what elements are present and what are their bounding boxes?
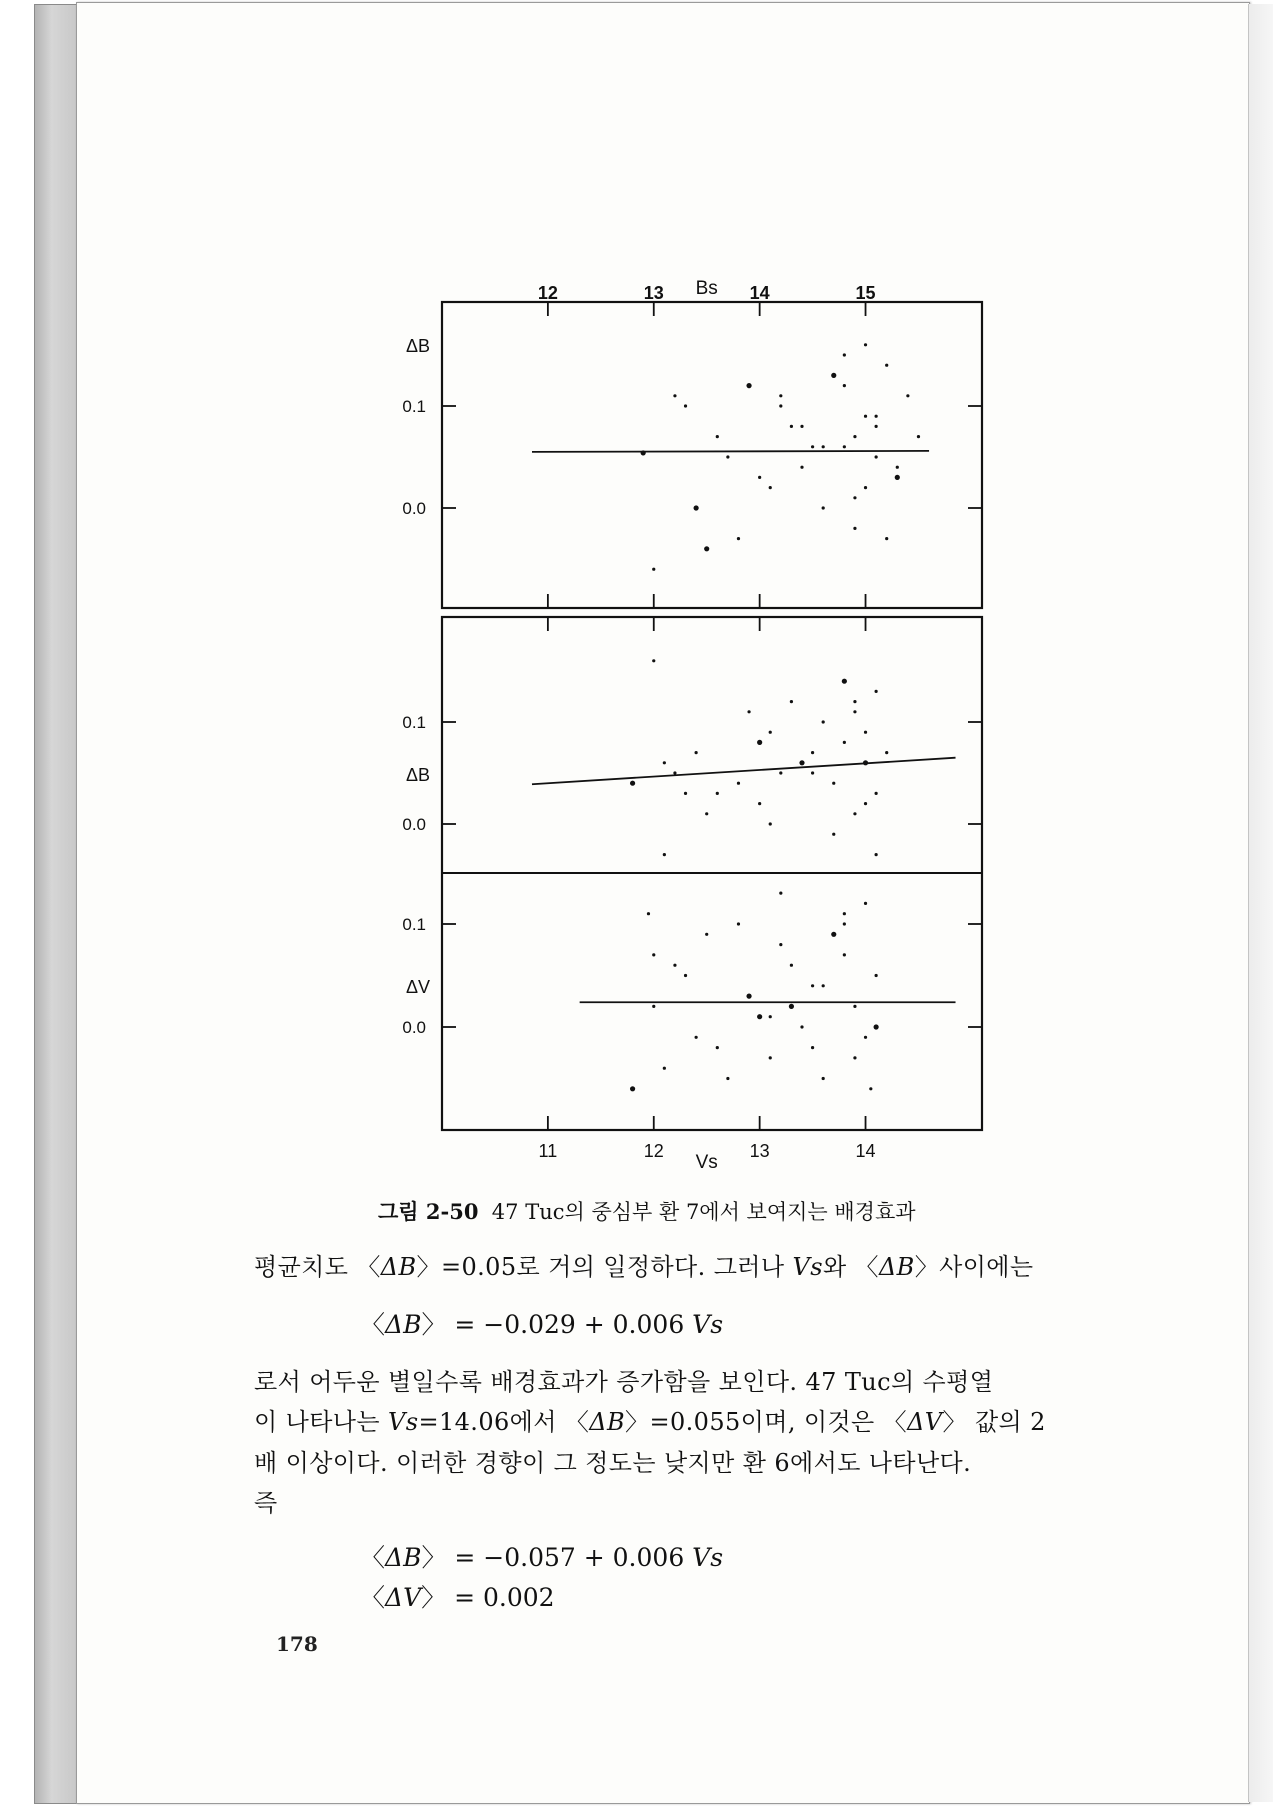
text-run: 〉 = −0.029 + 0.006 <box>421 1310 693 1339</box>
paragraph-line-1 <box>254 1247 1033 1282</box>
equation-2 <box>360 1538 723 1574</box>
data-point <box>779 943 782 946</box>
data-point <box>863 760 868 765</box>
data-point <box>652 568 655 571</box>
text-run: =14.06에서 〈 <box>418 1408 590 1436</box>
data-point <box>799 760 804 765</box>
top-tick-label: 14 <box>749 283 770 303</box>
data-point <box>853 700 856 703</box>
data-point <box>843 912 846 915</box>
data-point <box>811 984 814 987</box>
data-point <box>875 792 878 795</box>
data-point <box>864 486 867 489</box>
data-point <box>853 435 856 438</box>
fit-line <box>532 758 956 785</box>
data-point <box>779 394 782 397</box>
math-delta-v: ΔV <box>385 1583 422 1612</box>
paragraph-line-3 <box>254 1402 1046 1437</box>
data-point <box>843 384 846 387</box>
math-vs: Vs <box>692 1310 724 1339</box>
data-point <box>716 1046 719 1049</box>
data-point <box>737 922 740 925</box>
data-point <box>789 1004 794 1009</box>
data-point <box>853 812 856 815</box>
data-point <box>758 802 761 805</box>
data-point <box>864 802 867 805</box>
data-point <box>875 690 878 693</box>
data-point <box>853 496 856 499</box>
data-point <box>822 720 825 723</box>
data-point <box>769 486 772 489</box>
data-point <box>875 455 878 458</box>
math-delta-b: ΔB <box>589 1408 626 1436</box>
data-point <box>737 782 740 785</box>
data-point <box>705 933 708 936</box>
text-run: 〈 <box>360 1583 386 1612</box>
text-run: 〉사이에는 <box>914 1253 1034 1281</box>
data-point <box>843 953 846 956</box>
data-point <box>746 383 751 388</box>
data-point <box>705 812 708 815</box>
bottom-tick-label: 11 <box>538 1141 558 1161</box>
data-point <box>811 445 814 448</box>
data-point <box>853 1005 856 1008</box>
data-point <box>663 853 666 856</box>
top-axis-label: Bs <box>695 278 718 299</box>
data-point <box>853 527 856 530</box>
data-point <box>885 364 888 367</box>
data-point <box>769 1056 772 1059</box>
data-point <box>663 761 666 764</box>
data-point <box>832 782 835 785</box>
data-point <box>843 445 846 448</box>
data-point <box>695 751 698 754</box>
y-tick-label: 0.0 <box>402 499 426 518</box>
data-point <box>896 466 899 469</box>
data-point <box>716 435 719 438</box>
data-point <box>769 731 772 734</box>
data-point <box>864 415 867 418</box>
data-point <box>822 506 825 509</box>
math-delta-b: ΔB <box>878 1253 915 1281</box>
data-point <box>800 1025 803 1028</box>
data-point <box>746 994 751 999</box>
data-point <box>853 1056 856 1059</box>
data-point <box>885 537 888 540</box>
data-point <box>822 1077 825 1080</box>
data-point <box>800 466 803 469</box>
y-tick-label: 0.1 <box>402 713 426 732</box>
data-point <box>673 771 676 774</box>
data-point <box>864 902 867 905</box>
data-point <box>832 833 835 836</box>
data-point <box>779 404 782 407</box>
bottom-tick-label: 12 <box>643 1141 664 1161</box>
data-point <box>684 792 687 795</box>
math-delta-b: ΔB <box>385 1543 422 1572</box>
data-point <box>864 1036 867 1039</box>
bottom-tick-label: 13 <box>749 1141 770 1161</box>
y-axis-label: ΔB <box>405 765 430 785</box>
data-point <box>695 1036 698 1039</box>
math-vs: Vs <box>692 1543 724 1572</box>
data-point <box>831 932 836 937</box>
data-point <box>842 679 847 684</box>
data-point <box>663 1067 666 1070</box>
math-delta-b: ΔB <box>385 1310 422 1339</box>
data-point <box>822 984 825 987</box>
data-point <box>864 343 867 346</box>
data-point <box>864 731 867 734</box>
data-point <box>726 1077 729 1080</box>
data-point <box>757 740 762 745</box>
data-point <box>673 394 676 397</box>
data-point <box>869 1087 872 1090</box>
text-run: 〉 = −0.057 + 0.006 <box>421 1543 693 1572</box>
data-point <box>875 415 878 418</box>
data-point <box>874 1024 879 1029</box>
equation-1 <box>360 1305 723 1341</box>
fit-line <box>532 451 929 452</box>
data-point <box>726 455 729 458</box>
text-run: 〉 = 0.002 <box>421 1583 555 1612</box>
data-point <box>790 964 793 967</box>
equation-3 <box>360 1578 555 1614</box>
paragraph-line-5: 즉 <box>254 1489 278 1517</box>
text-run: 평균치도 〈 <box>254 1253 381 1281</box>
text-run: 〉=0.055이며, 이것은 〈 <box>625 1408 908 1436</box>
text-run: 이 나타나는 <box>254 1408 388 1436</box>
y-tick-label: 0.1 <box>402 397 426 416</box>
data-point <box>800 425 803 428</box>
data-point <box>641 450 646 455</box>
y-axis-label: ΔV <box>405 977 430 997</box>
math-vs: Vs <box>792 1253 823 1281</box>
text-run: 〈 <box>360 1310 386 1339</box>
data-point <box>652 659 655 662</box>
data-point <box>822 445 825 448</box>
data-point <box>853 710 856 713</box>
page-number: 178 <box>276 1632 318 1656</box>
paragraph-line-2: 로서 어두운 별일수록 배경효과가 증가함을 보인다. 47 Tuc의 수평열 <box>254 1368 994 1396</box>
text-run: 와 〈 <box>822 1253 879 1281</box>
data-point <box>843 741 846 744</box>
data-point <box>684 404 687 407</box>
text-run: 〉=0.05로 거의 일정하다. 그러나 <box>416 1253 793 1281</box>
top-tick-label: 13 <box>643 283 664 303</box>
paragraph-line-4: 배 이상이다. 이러한 경향이 그 정도는 낮지만 환 6에서도 나타난다. <box>254 1449 972 1477</box>
data-point <box>831 373 836 378</box>
data-point <box>779 771 782 774</box>
data-point <box>843 922 846 925</box>
data-point <box>906 394 909 397</box>
caption-text: 47 Tuc의 중심부 환 7에서 보여지는 배경효과 <box>491 1200 916 1224</box>
data-point <box>673 964 676 967</box>
data-point <box>917 435 920 438</box>
text-run: 〈 <box>360 1543 386 1572</box>
figure-caption <box>378 1196 916 1226</box>
data-point <box>895 475 900 480</box>
data-point <box>630 1086 635 1091</box>
data-point <box>875 425 878 428</box>
bottom-tick-label: 14 <box>855 1141 876 1161</box>
data-point <box>704 546 709 551</box>
y-tick-label: 0.1 <box>402 915 426 934</box>
text-run: 〉 값의 2 <box>942 1408 1046 1436</box>
bottom-axis-label: Vs <box>695 1152 718 1173</box>
data-point <box>647 912 650 915</box>
data-point <box>875 853 878 856</box>
top-tick-label: 12 <box>537 283 558 303</box>
data-point <box>758 476 761 479</box>
y-axis-label: ΔB <box>405 336 430 356</box>
data-point <box>885 751 888 754</box>
data-point <box>684 974 687 977</box>
data-point <box>790 700 793 703</box>
top-tick-label: 15 <box>855 283 876 303</box>
math-vs: Vs <box>387 1408 419 1436</box>
math-delta-v: ΔV <box>907 1408 943 1436</box>
data-point <box>769 822 772 825</box>
data-point <box>652 953 655 956</box>
data-point <box>790 425 793 428</box>
data-point <box>779 892 782 895</box>
data-point <box>630 781 635 786</box>
data-point <box>811 771 814 774</box>
data-point <box>769 1015 772 1018</box>
panel-1-frame <box>442 302 982 608</box>
data-point <box>811 751 814 754</box>
data-point <box>694 505 699 510</box>
data-point <box>875 974 878 977</box>
data-point <box>737 537 740 540</box>
data-point <box>652 1005 655 1008</box>
data-point <box>843 353 846 356</box>
math-delta-b: ΔB <box>380 1253 417 1281</box>
y-tick-label: 0.0 <box>402 1018 426 1037</box>
caption-number: 그림 2-50 <box>378 1199 479 1224</box>
data-point <box>811 1046 814 1049</box>
y-tick-label: 0.0 <box>402 815 426 834</box>
data-point <box>757 1014 762 1019</box>
data-point <box>716 792 719 795</box>
data-point <box>747 710 750 713</box>
